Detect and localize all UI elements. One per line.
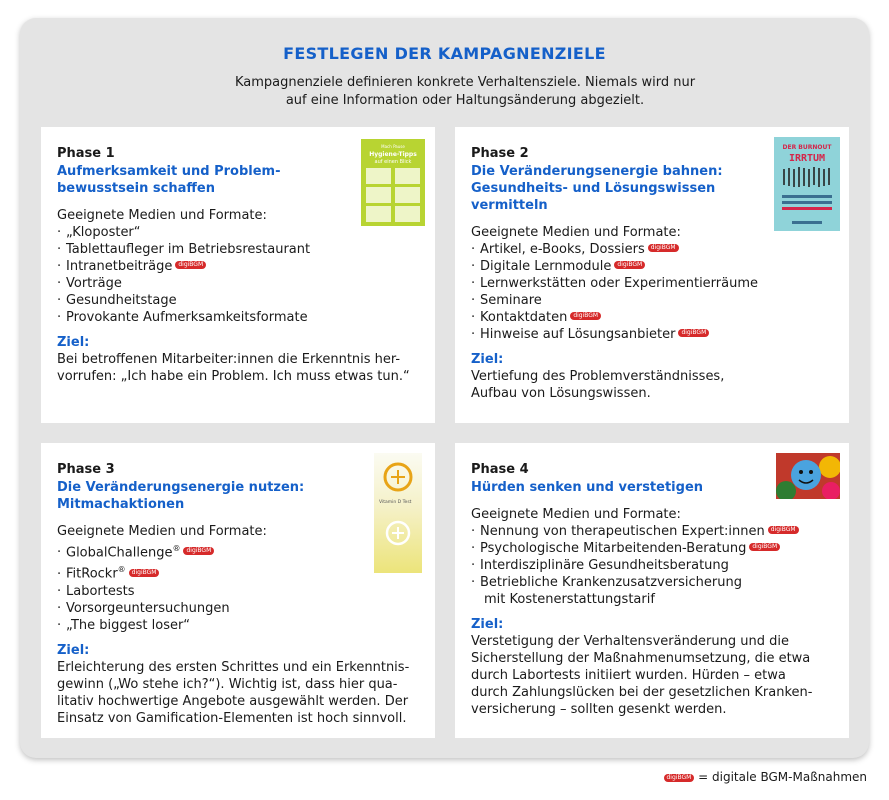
list-item: · Nennung von therapeutischen Expert:innen digiBGM [471,523,833,540]
list-item: · Interdisziplinäre Gesundheitsberatung [471,558,729,573]
list-item: · Vorträge [57,276,122,291]
phase-label: Phase 2 [471,146,529,161]
phase-title: Die Veränderungsenergie bahnen: Gesundheits- und Lösungswissen vermitteln [471,164,723,213]
list-item: · Seminare [471,293,542,308]
digibgm-badge: digiBGM [749,543,780,551]
digibgm-badge: digiBGM [614,261,645,269]
phase-label: Phase 3 [57,462,115,477]
list-item: · Psychologische Mitarbeitenden-Beratung digiBGM [471,540,833,557]
media-list [471,523,833,608]
list-item: · „The biggest loser“ [57,617,191,633]
digibgm-badge: digiBGM [175,261,206,269]
phase-title: Aufmerksamkeit und Problem- bewusstsein schaffen [57,164,281,196]
list-item: · Intranetbeiträge digiBGM [57,258,419,275]
list-item: · Gesundheitstage [57,293,177,308]
list-item: · Hinweise auf Lösungsanbieter digiBGM [471,326,833,343]
list-item: · Labortests [57,583,135,599]
media-heading: Geeignete Medien und Formate: [57,208,267,223]
media-list [471,241,833,343]
phase-1-card [41,127,435,423]
svg-text:IRRTUM: IRRTUM [788,153,826,164]
list-item: · Vorsorgeuntersuchungen [57,600,230,616]
svg-text:DER BURNOUT: DER BURNOUT [782,144,832,151]
list-item: · Lernwerkstätten oder Experimentierräume [471,276,759,291]
phase-label: Phase 4 [471,462,529,477]
list-item: · Digitale Lernmodule digiBGM [471,258,833,275]
digibgm-badge: digiBGM [183,547,214,555]
goal-heading: Ziel: [57,642,90,658]
phase-2-card [455,127,849,423]
svg-text:Hygiene-Tipps: Hygiene-Tipps [369,151,417,158]
digibgm-badge: digiBGM [664,774,695,782]
list-item: · GlobalChallenge® digiBGM [57,540,419,561]
phase-3-card [41,443,435,738]
goal-text: Erleichterung des ersten Schrittes und ein Erkenntnis- gewinn („Wo stehe ich?“). Wichtig ist, dass hier qua- litativ hochwertige Angebote ausgewählt werden. Der Einsatz von Gamification-Elementen ist hoch sinnvoll. [57,659,410,726]
goal-heading: Ziel: [471,617,504,632]
goal-heading: Ziel: [471,352,504,367]
list-item: · Provokante Aufmerksamkeitsformate [57,310,308,325]
page-title: FESTLEGEN DER KAMPAGNENZIELE [283,44,606,63]
goal-text: Vertiefung des Problemverständnisses, Aufbau von Lösungswissen. [471,369,725,401]
list-item: · Kontaktdaten digiBGM [471,309,833,326]
digibgm-badge: digiBGM [129,569,160,577]
digibgm-badge: digiBGM [678,329,709,337]
goal-text: Bei betroffenen Mitarbeiter:innen die Erkenntnis her- vorrufen: „Ich habe ein Problem. Ich muss etwas tun.“ [57,352,410,384]
phase-title: Die Veränderungsenergie nutzen: Mitmachaktionen [57,480,305,512]
media-list [57,540,419,634]
digibgm-badge: digiBGM [570,312,601,320]
list-item: · FitRockr® digiBGM [57,561,419,582]
legend [661,770,868,784]
media-heading: Geeignete Medien und Formate: [471,507,681,522]
page-subtitle: Kampagnenziele definieren konkrete Verhaltensziele. Niemals wird nur auf eine Information oder Haltungsänderung abgezielt. [234,75,696,108]
phase-label: Phase 1 [57,146,115,161]
media-list [57,224,419,326]
list-item: · „Kloposter“ [57,225,141,240]
phase-4-card [455,443,849,738]
digibgm-badge: digiBGM [768,526,799,534]
media-heading: Geeignete Medien und Formate: [57,524,267,539]
list-item: · Artikel, e-Books, Dossiers digiBGM [471,241,833,258]
svg-text:Vitamin D Test: Vitamin D Test [379,500,412,505]
legend-text: = digitale BGM-Maßnahmen [698,770,867,784]
digibgm-badge: digiBGM [648,244,679,252]
list-item: · Betriebliche Krankenzusatzversicherung [471,575,742,590]
media-heading: Geeignete Medien und Formate: [471,225,681,240]
content-panel [20,18,869,758]
svg-text:Mach Pause: Mach Pause [381,144,405,149]
goal-heading: Ziel: [57,335,90,350]
goal-text: Verstetigung der Verhaltensveränderung und die Sicherstellung der Maßnahmenumsetzung, die etwa durch Labortests initiiert wurden. Hürden – etwa durch Zahlungslücken bei der gesetzlichen Kranken- versicherung – sollten gesenkt werden. [471,634,813,717]
phase-title: Hürden senken und verstetigen [471,480,704,495]
svg-text:auf einen Blick: auf einen Blick [374,159,412,165]
list-item: · Tablettaufleger im Betriebsrestaurant [57,242,311,257]
list-item: mit Kostenerstattungstarif [484,592,655,607]
